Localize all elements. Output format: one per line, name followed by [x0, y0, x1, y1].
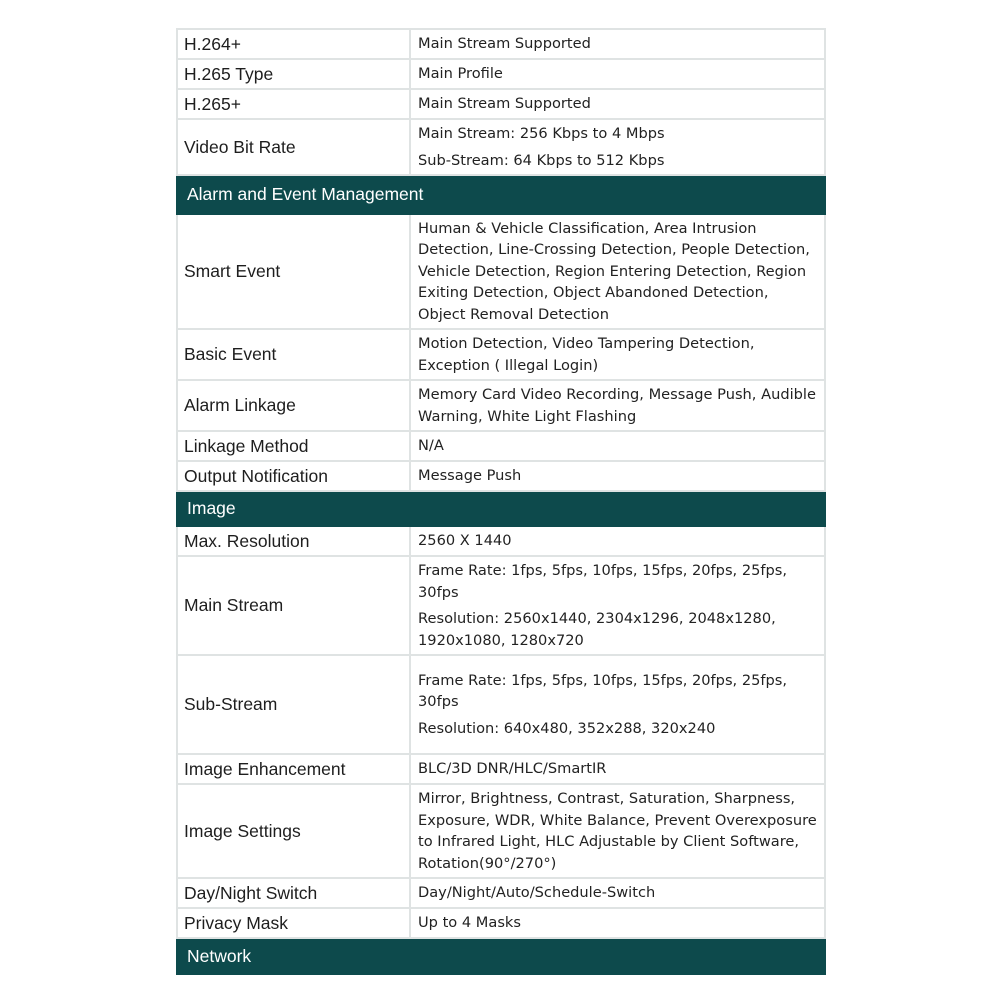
spec-row-image-settings: [177, 784, 825, 878]
spec-value: [410, 784, 825, 878]
spec-label: H.265+: [177, 89, 410, 119]
spec-value-line: Message Push: [418, 467, 522, 485]
spec-value: [410, 655, 825, 754]
spec-value-line: Mirror, Brightness, Contrast, Saturation, Sharpness, Exposure, WDR, White Balance, Prevent Overexposure to Infrared Light, HLC Adjustable by Client Software, Rotation(90°/270°): [418, 790, 817, 872]
spec-table: [176, 28, 826, 975]
spec-row-privacy-mask: [177, 908, 825, 938]
spec-value: [410, 59, 825, 89]
section-header-alarm-and-event-management: [177, 175, 825, 214]
spec-value-line: Motion Detection, Video Tampering Detection, Exception ( Illegal Login): [418, 335, 755, 374]
spec-value: [410, 878, 825, 908]
spec-value-line: Memory Card Video Recording, Message Push, Audible Warning, White Light Flashing: [418, 386, 816, 425]
spec-value: [410, 29, 825, 59]
section-title: Alarm and Event Management: [177, 175, 825, 214]
spec-value-line: Main Stream: 256 Kbps to 4 Mbps: [418, 125, 665, 142]
spec-row-main-stream: [177, 556, 825, 655]
spec-row-basic-event: [177, 329, 825, 380]
spec-value: [410, 329, 825, 380]
spec-value: [410, 556, 825, 655]
spec-row-output-notification: [177, 461, 825, 491]
spec-label: Max. Resolution: [177, 526, 410, 556]
spec-row-image-enhancement: [177, 754, 825, 784]
spec-row-h-265: [177, 89, 825, 119]
spec-value-line: 2560 X 1440: [418, 532, 512, 550]
spec-label: Image Enhancement: [177, 754, 410, 784]
spec-value-line: Main Stream Supported: [418, 95, 591, 113]
spec-label: Basic Event: [177, 329, 410, 380]
spec-table-body: [177, 29, 825, 974]
spec-label: Alarm Linkage: [177, 380, 410, 431]
spec-value-line: Day/Night/Auto/Schedule-Switch: [418, 884, 656, 902]
spec-value: [410, 431, 825, 461]
spec-row-alarm-linkage: [177, 380, 825, 431]
spec-value-line: BLC/3D DNR/HLC/SmartIR: [418, 760, 607, 778]
spec-row-h-264: [177, 29, 825, 59]
spec-row-day-night-switch: [177, 878, 825, 908]
spec-value: [410, 526, 825, 556]
spec-value: [410, 380, 825, 431]
spec-label: Sub-Stream: [177, 655, 410, 754]
section-title: Network: [177, 938, 825, 974]
spec-row-linkage-method: [177, 431, 825, 461]
spec-label: H.265 Type: [177, 59, 410, 89]
section-header-image: [177, 491, 825, 526]
spec-label: Day/Night Switch: [177, 878, 410, 908]
spec-label: Video Bit Rate: [177, 119, 410, 175]
spec-value: [410, 89, 825, 119]
spec-value-line: Human & Vehicle Classification, Area Intrusion Detection, Line-Crossing Detection, People Detection, Vehicle Detection, Region Entering Detection, Region Exiting Detection, Object Abandoned Detection, Object Removal Detection: [418, 219, 810, 323]
spec-value-line: Main Profile: [418, 65, 503, 83]
spec-value: [410, 214, 825, 329]
spec-value-line: Up to 4 Masks: [418, 914, 521, 932]
spec-label: Output Notification: [177, 461, 410, 491]
spec-value-line: Main Stream Supported: [418, 35, 591, 53]
section-title: Image: [177, 491, 825, 526]
spec-value-line: Resolution: 640x480, 352x288, 320x240: [418, 719, 716, 737]
spec-row-video-bit-rate: [177, 119, 825, 175]
spec-value: [410, 754, 825, 784]
spec-label: Main Stream: [177, 556, 410, 655]
spec-label: Image Settings: [177, 784, 410, 878]
section-header-network: [177, 938, 825, 974]
spec-value-line: Frame Rate: 1fps, 5fps, 10fps, 15fps, 20fps, 25fps, 30fps: [418, 671, 788, 711]
spec-value: [410, 908, 825, 938]
spec-label: Linkage Method: [177, 431, 410, 461]
spec-value-line: Resolution: 2560x1440, 2304x1296, 2048x1280, 1920x1080, 1280x720: [418, 610, 776, 649]
spec-row-sub-stream: [177, 655, 825, 754]
spec-label: Smart Event: [177, 214, 410, 329]
spec-value-line: Sub-Stream: 64 Kbps to 512 Kbps: [418, 151, 665, 169]
spec-row-max-resolution: [177, 526, 825, 556]
spec-value-line: N/A: [418, 437, 444, 455]
spec-value: [410, 461, 825, 491]
spec-label: Privacy Mask: [177, 908, 410, 938]
spec-label: H.264+: [177, 29, 410, 59]
spec-value-line: Frame Rate: 1fps, 5fps, 10fps, 15fps, 20fps, 25fps, 30fps: [418, 562, 788, 601]
spec-value: [410, 119, 825, 175]
spec-row-h-265-type: [177, 59, 825, 89]
spec-row-smart-event: [177, 214, 825, 329]
